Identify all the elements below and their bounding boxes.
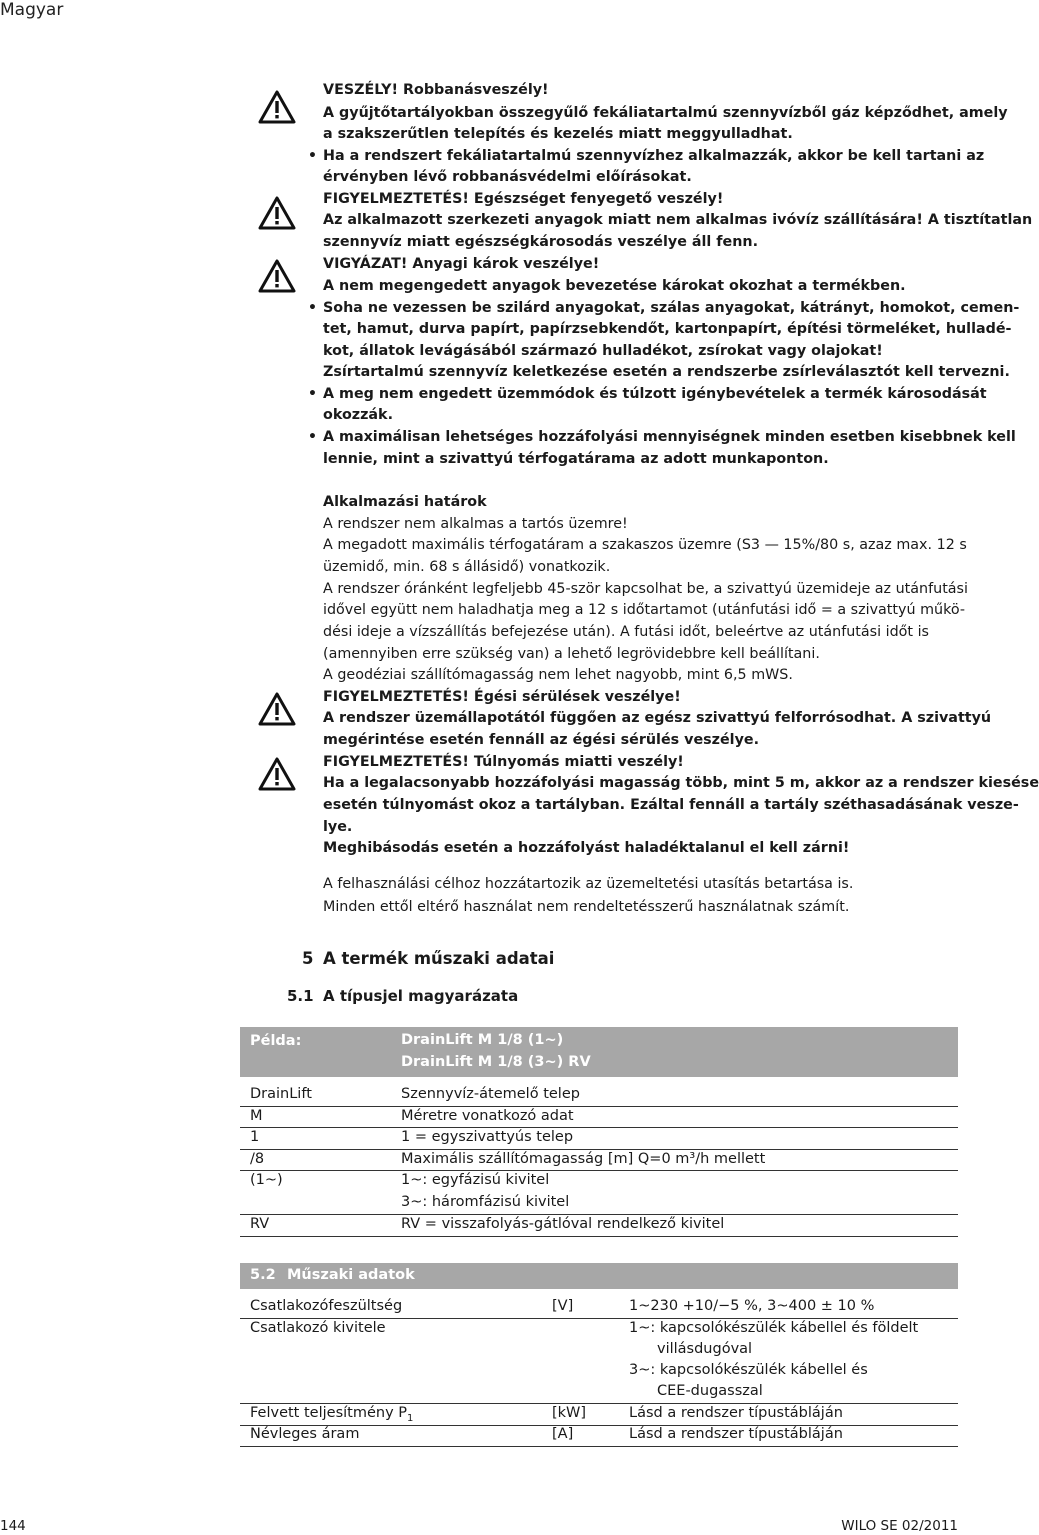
spec-label-text: Felvett teljesítmény P bbox=[250, 1405, 408, 1421]
text-line: Zsírtartalmú szennyvíz keletkezése esetén a rendszerbe zsírleválasztót kell tervezni. bbox=[323, 364, 1010, 380]
spec-label: Csatlakozófeszültség bbox=[250, 1298, 403, 1314]
text-line: Soha ne vezessen be szilárd anyagokat, szálas anyagokat, kátrányt, homokot, cemen- bbox=[323, 300, 1020, 316]
table-cell-key: 1 bbox=[250, 1129, 260, 1145]
example-value: DrainLift M 1/8 (3~) RV bbox=[401, 1054, 591, 1070]
language-label: Magyar bbox=[0, 0, 64, 20]
subheading: Alkalmazási határok bbox=[323, 494, 487, 510]
spec-value: 1~: kapcsolókészülék kábellel és földelt bbox=[629, 1320, 919, 1336]
text-line: Ha a legalacsonyabb hozzáfolyási magasság több, mint 5 m, akkor az a rendszer kiesése bbox=[323, 775, 1039, 791]
section-title: A termék műszaki adatai bbox=[323, 949, 555, 968]
subsection-title: A típusjel magyarázata bbox=[323, 987, 519, 1005]
warning-heading: FIGYELMEZTETÉS! Egészséget fenyegető veszély! bbox=[323, 191, 724, 207]
row-divider bbox=[240, 1403, 958, 1404]
warning-heading: FIGYELMEZTETÉS! Égési sérülések veszélye! bbox=[323, 689, 681, 705]
table-cell-key: M bbox=[250, 1108, 263, 1124]
table-cell-value: Méretre vonatkozó adat bbox=[401, 1108, 574, 1124]
table-cell-value: 1 = egyszivattyús telep bbox=[401, 1129, 574, 1145]
text-line: A maximálisan lehetséges hozzáfolyási mennyiségnek minden esetben kisebbnek kell bbox=[323, 429, 1016, 445]
text-line: Ha a rendszert fekáliatartalmú szennyvízhez alkalmazzák, akkor be kell tartani az bbox=[323, 148, 985, 164]
text-line: lennie, mint a szivattyú térfogatárama az adott munkaponton. bbox=[323, 451, 829, 467]
text-line: A gyűjtőtartályokban összegyűlő fekáliatartalmú szennyvízből gáz képződhet, amely bbox=[323, 105, 1008, 121]
text-line: Meghibásodás esetén a hozzáfolyást haladéktalanul el kell zárni! bbox=[323, 840, 850, 856]
spec-value: Lásd a rendszer típustábláján bbox=[629, 1405, 843, 1421]
text-line: megérintése esetén fennáll az égési sérülés veszélye. bbox=[323, 732, 760, 748]
table-cell-key: /8 bbox=[250, 1151, 265, 1167]
bullet: • bbox=[308, 300, 317, 316]
table-cell-value: 3~: háromfázisú kivitel bbox=[401, 1194, 570, 1210]
text-line: esetén túlnyomást okoz a tartályban. Ezáltal fennáll a tartály széthasadásának vesze- bbox=[323, 797, 1019, 813]
table-cell-key: RV bbox=[250, 1216, 270, 1232]
example-label: Példa: bbox=[250, 1033, 302, 1049]
spec-unit: [A] bbox=[552, 1426, 574, 1442]
text-line: kot, állatok levágásából származó hulladékot, zsírokat vagy olajokat! bbox=[323, 343, 883, 359]
warning-icon bbox=[258, 692, 296, 726]
row-divider bbox=[240, 1170, 958, 1171]
text-line: (amennyiben erre szükség van) a lehető legrövidebbre kell beállítani. bbox=[323, 646, 820, 662]
row-divider bbox=[240, 1127, 958, 1128]
bullet: • bbox=[308, 386, 317, 402]
spec-value: Lásd a rendszer típustábláján bbox=[629, 1426, 843, 1442]
table-cell-value: Maximális szállítómagasság [m] Q=0 m³/h mellett bbox=[401, 1151, 766, 1167]
warning-heading: FIGYELMEZTETÉS! Túlnyomás miatti veszély! bbox=[323, 754, 684, 770]
example-value: DrainLift M 1/8 (1~) bbox=[401, 1032, 564, 1048]
text-line: idővel együtt nem haladhatja meg a 12 s időtartamot (utánfutási idő = a szivattyú műkö- bbox=[323, 602, 966, 618]
row-divider bbox=[240, 1236, 958, 1237]
text-line: érvényben lévő robbanásvédelmi előírásokat. bbox=[323, 169, 692, 185]
text-line: A felhasználási célhoz hozzátartozik az üzemeltetési utasítás betartása is. bbox=[323, 876, 854, 892]
text-line: Minden ettől eltérő használat nem rendeltetésszerű használatnak számít. bbox=[323, 899, 850, 915]
row-divider bbox=[240, 1318, 958, 1319]
table-cell-value: RV = visszafolyás-gátlóval rendelkező kivitel bbox=[401, 1216, 725, 1232]
warning-icon bbox=[258, 757, 296, 791]
page-number: 144 bbox=[0, 1518, 26, 1534]
text-line: A meg nem engedett üzemmódok és túlzott igénybevételek a termék károsodását bbox=[323, 386, 987, 402]
text-line: lye. bbox=[323, 819, 353, 835]
caution-heading: VIGYÁZAT! Anyagi károk veszélye! bbox=[323, 256, 600, 272]
spec-value: 3~: kapcsolókészülék kábellel és bbox=[629, 1362, 868, 1378]
text-line: a szakszerűtlen telepítés és kezelés miatt meggyulladhat. bbox=[323, 126, 793, 142]
text-line: A rendszer üzemállapotától függően az egész szivattyú felforrósodhat. A szivattyú bbox=[323, 710, 992, 726]
text-line: A nem megengedett anyagok bevezetése károkat okozhat a termékben. bbox=[323, 278, 906, 294]
text-line: dési ideje a vízszállítás befejezése után). A futási időt, beleértve az utánfutási időt is bbox=[323, 624, 929, 640]
warning-icon bbox=[258, 196, 296, 230]
warning-icon bbox=[258, 259, 296, 293]
danger-heading: VESZÉLY! Robbanásveszély! bbox=[323, 82, 549, 98]
spec-unit: [V] bbox=[552, 1298, 574, 1314]
bullet: • bbox=[308, 148, 317, 164]
type-table-header bbox=[240, 1027, 958, 1077]
table-cell-value: 1~: egyfázisú kivitel bbox=[401, 1172, 550, 1188]
text-line: szennyvíz miatt egészségkárosodás veszélye áll fenn. bbox=[323, 234, 759, 250]
warning-icon bbox=[258, 90, 296, 124]
spec-value: villásdugóval bbox=[657, 1341, 753, 1357]
spec-value: CEE-dugasszal bbox=[657, 1383, 763, 1399]
tech-table-header bbox=[240, 1263, 958, 1289]
table-cell-key: (1~) bbox=[250, 1172, 283, 1188]
spec-value: 1~230 +10/−5 %, 3~400 ± 10 % bbox=[629, 1298, 875, 1314]
table-cell-key: DrainLift bbox=[250, 1086, 312, 1102]
text-line: A geodéziai szállítómagasság nem lehet nagyobb, mint 6,5 mWS. bbox=[323, 667, 793, 683]
spec-label-subscript: 1 bbox=[407, 1412, 414, 1424]
table-cell-value: Szennyvíz-átemelő telep bbox=[401, 1086, 580, 1102]
section-title: Műszaki adatok bbox=[287, 1267, 415, 1283]
spec-label: Csatlakozó kivitele bbox=[250, 1320, 386, 1336]
text-line: üzemidő, min. 68 s állásidő) vonatkozik. bbox=[323, 559, 611, 575]
row-divider bbox=[240, 1149, 958, 1150]
spec-label: Névleges áram bbox=[250, 1426, 360, 1442]
row-divider bbox=[240, 1106, 958, 1107]
text-line: okozzák. bbox=[323, 407, 393, 423]
text-line: A rendszer nem alkalmas a tartós üzemre! bbox=[323, 516, 628, 532]
row-divider bbox=[240, 1214, 958, 1215]
text-line: A megadott maximális térfogatáram a szakaszos üzemre (S3 — 15%/80 s, azaz max. 12 s bbox=[323, 537, 967, 553]
spec-unit: [kW] bbox=[552, 1405, 587, 1421]
section-number: 5 bbox=[302, 949, 314, 968]
section-number: 5.2 bbox=[250, 1267, 276, 1283]
text-line: tet, hamut, durva papírt, papírzsebkendőt, kartonpapírt, építési törmeléket, hulladé- bbox=[323, 321, 1012, 337]
subsection-number: 5.1 bbox=[287, 987, 314, 1005]
bullet: • bbox=[308, 429, 317, 445]
company-footer: WILO SE 02/2011 bbox=[841, 1518, 958, 1534]
text-line: A rendszer óránként legfeljebb 45-ször kapcsolhat be, a szivattyú üzemideje az utánfutási bbox=[323, 581, 968, 597]
text-line: Az alkalmazott szerkezeti anyagok miatt nem alkalmas ivóvíz szállítására! A tisztítatlan bbox=[323, 212, 1033, 228]
row-divider bbox=[240, 1446, 958, 1447]
spec-label bbox=[250, 1405, 413, 1424]
